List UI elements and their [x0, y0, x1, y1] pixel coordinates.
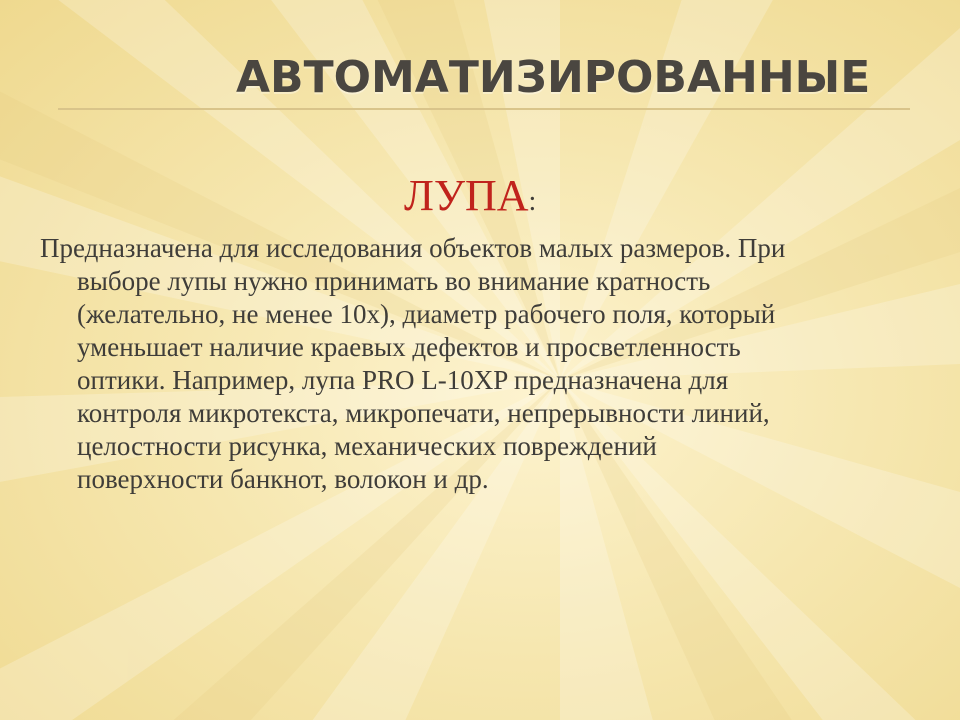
- slide-subtitle: [404, 166, 536, 232]
- subtitle-text: ЛУПА: [404, 171, 529, 220]
- body-paragraph: [40, 232, 920, 496]
- body-line: (желательно, не менее 10х), диаметр рабочего поля, который: [77, 299, 776, 329]
- slide-title: АВТОМАТИЗИРОВАННЫЕ: [236, 52, 871, 103]
- body-line: выборе лупы нужно принимать во внимание кратность: [77, 266, 711, 296]
- title-divider: [58, 108, 910, 110]
- subtitle-colon: :: [528, 186, 537, 217]
- body-line: поверхности банкнот, волокон и др.: [77, 464, 489, 494]
- body-line: контроля микротекста, микропечати, непрерывности линий,: [77, 398, 770, 428]
- body-line: оптики. Например, лупа PRO L-10XP предназначена для: [77, 365, 729, 395]
- body-line: целостности рисунка, механических повреждений: [77, 431, 657, 461]
- body-line: уменьшает наличие краевых дефектов и просветленность: [77, 332, 741, 362]
- body-line: Предназначена для исследования объектов малых размеров. При: [40, 233, 786, 263]
